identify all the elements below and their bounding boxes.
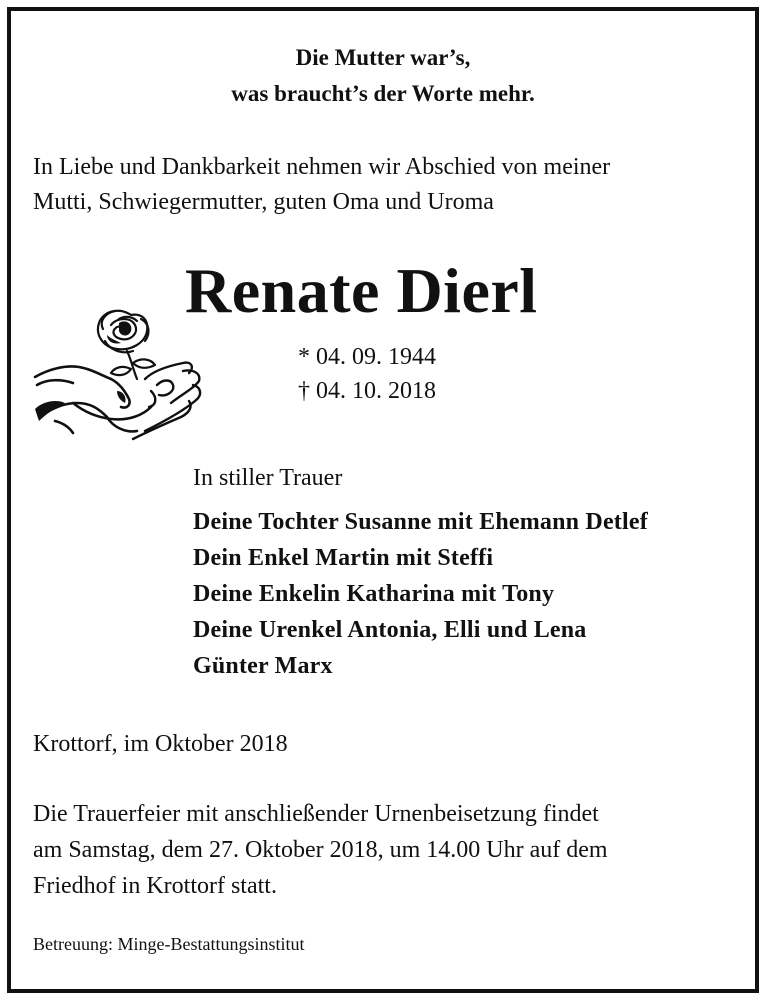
deceased-name: Renate Dierl (185, 255, 538, 326)
birth-date (298, 341, 436, 373)
death-symbol: † (298, 378, 310, 404)
intro-line-1: In Liebe und Dankbarkeit nehmen wir Abschied von meiner (33, 154, 611, 180)
funeral-line-1: Die Trauerfeier mit anschließender Urnenbeisetzung findet (33, 801, 599, 827)
intro-line-2: Mutti, Schwiegermutter, guten Oma und Uroma (33, 189, 494, 215)
mourner-name: Deine Urenkel Antonia, Elli und Lena (193, 617, 587, 643)
mourner-name: Günter Marx (193, 653, 333, 679)
death-date (298, 375, 436, 407)
funeral-details (33, 796, 608, 904)
mourner-name: Deine Tochter Susanne mit Ehemann Detlef (193, 509, 648, 535)
mourning-heading: In stiller Trauer (193, 465, 343, 491)
obituary-notice (7, 7, 759, 993)
birth-date-value: 04. 09. 1944 (316, 344, 436, 370)
motto-line-2: was braucht’s der Worte mehr. (231, 81, 535, 106)
birth-symbol: * (298, 344, 310, 370)
death-date-value: 04. 10. 2018 (316, 378, 436, 404)
funeral-home-credit: Betreuung: Minge-Bestattungsinstitut (33, 934, 305, 954)
funeral-line-3: Friedhof in Krottorf statt. (33, 873, 277, 899)
hands-holding-rose-icon (33, 299, 217, 449)
funeral-line-2: am Samstag, dem 27. Oktober 2018, um 14.00 Uhr auf dem (33, 837, 608, 863)
motto-line-1: Die Mutter war’s, (295, 45, 471, 70)
mourner-name: Dein Enkel Martin mit Steffi (193, 545, 494, 571)
mourner-name: Deine Enkelin Katharina mit Tony (193, 581, 555, 607)
mourners-list (193, 504, 648, 684)
place-and-date: Krottorf, im Oktober 2018 (33, 731, 288, 757)
